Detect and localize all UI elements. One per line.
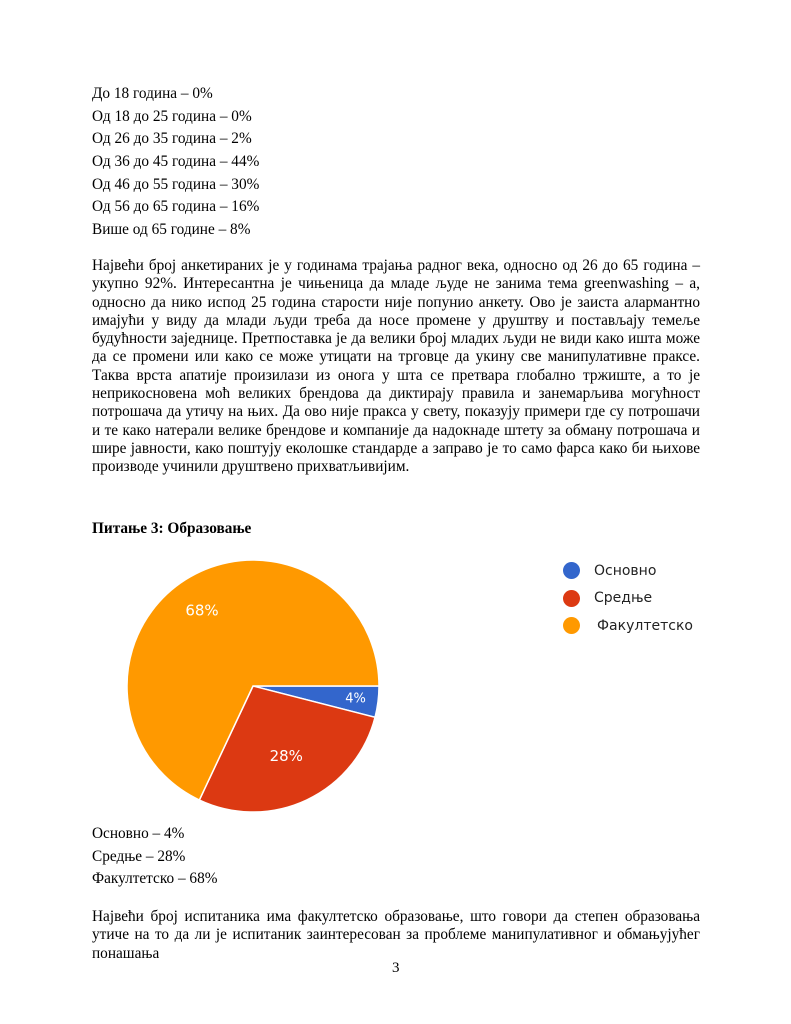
education-item: Основно – 4% xyxy=(92,825,185,842)
education-item: Факултетско – 68% xyxy=(92,870,218,888)
pie-slices xyxy=(127,560,379,812)
age-item: Од 46 до 55 година – 30% xyxy=(92,175,260,193)
pie-slice-label: 4% xyxy=(345,691,366,707)
education-pie-chart xyxy=(120,553,390,823)
legend-dot-icon xyxy=(563,562,580,579)
legend-label: Средње xyxy=(594,590,653,607)
legend-dot-icon xyxy=(563,617,580,634)
legend-item-fakultetsko xyxy=(563,612,693,640)
age-item: Од 18 до 25 година – 0% xyxy=(92,107,252,125)
age-item: Од 36 до 45 година – 44% xyxy=(92,153,260,171)
legend-label: Основно xyxy=(594,562,657,579)
legend-label: Факултетско xyxy=(597,617,693,634)
page-number: 3 xyxy=(392,960,400,976)
education-item: Средње – 28% xyxy=(92,847,186,865)
pie-slice-label: 68% xyxy=(185,601,219,620)
pie-slice-label: 28% xyxy=(269,747,303,766)
education-breakdown-list xyxy=(92,823,217,891)
question-title: Питање 3: Образовање xyxy=(92,520,252,537)
legend-item-osnovno xyxy=(563,557,693,585)
age-item: Од 56 до 65 година – 16% xyxy=(92,198,260,216)
legend-item-srednje xyxy=(563,585,693,613)
chart-legend xyxy=(563,557,693,640)
education-analysis-paragraph: Највећи број испитаника има факултетско образовање, што говори да степен образовања утиче на то да ли је испитаник заинтересован за проблеме манипулативног и обмањујућег понашања xyxy=(92,908,700,962)
age-breakdown-list xyxy=(92,83,259,242)
legend-dot-icon xyxy=(563,590,580,607)
age-item: До 18 година – 0% xyxy=(92,85,213,102)
age-item: Од 26 до 35 година – 2% xyxy=(92,130,252,148)
age-item: Више од 65 године – 8% xyxy=(92,221,251,239)
age-analysis-paragraph: Највећи број анкетираних је у годинама трајања радног века, односно од 26 до 65 година – укупно 92%. Интересантна је чињеница да младе људе не занима тема greenwashing – а, односно да нико испод 25 година старости није попунио анкету. Ово је заиста алармантно имајући у виду да млади људи треба да носе промене у друштву и постављају темеље будућности заједнице. Претпоставка је да велики број младих људи не види како ишта може да се промени или како се може утицати на трговце да укину све манипулативне праксе. Таква врста апатије произилази из онога у шта се претвара глобално тржиште, а то је неприкосновена моћ великих брендова да диктирају правила и занемарљива могућност потрошача да утичу на њих. Да ово није пракса у свету, показују примери где су потрошачи и те како натерали велике брендове и компаније да надокнаде штету за обману потрошача и шире јавности, како поштују еколошке стандарде а заправо је то само фарса како би њихове производе учинили друштвено прихватљивијим. xyxy=(92,257,700,476)
